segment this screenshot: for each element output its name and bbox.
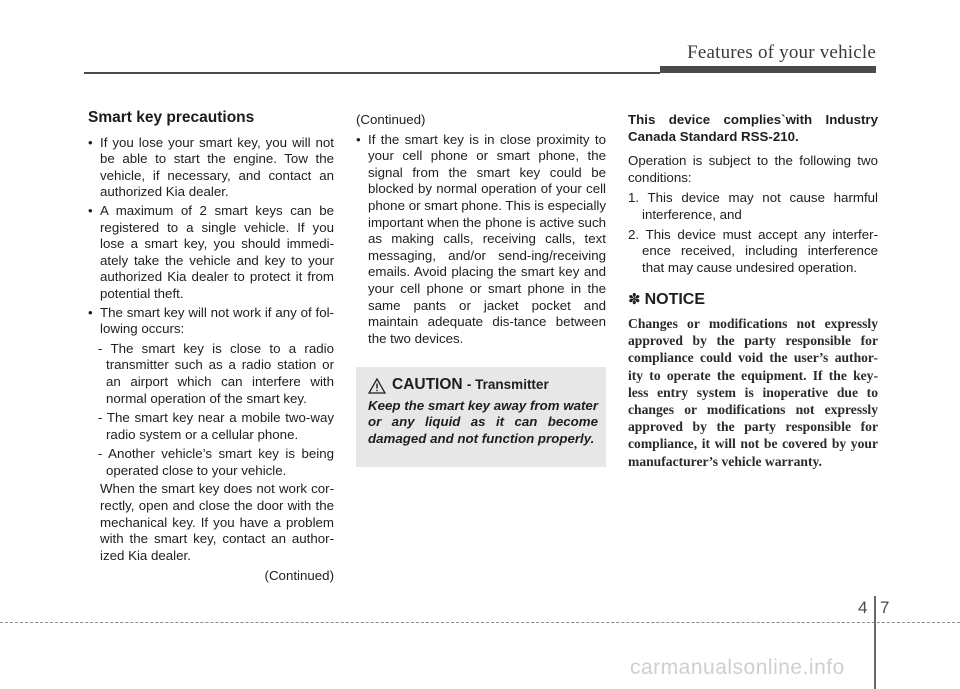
notice-label: NOTICE bbox=[644, 291, 706, 309]
continued-label: (Continued) bbox=[264, 568, 334, 584]
paragraph: When the smart key does not work cor-rectly, open and close the door with the mechanical key. If you have a problem with the smart key, contact an author-ized Kia dealer. bbox=[100, 481, 334, 563]
list-item bbox=[88, 305, 334, 338]
section-title: Features of your vehicle bbox=[687, 42, 876, 63]
caution-text: Keep the smart key away from water or any liquid as it can become damaged and not function properly. bbox=[368, 397, 598, 446]
compliance-statement: This device complies`with Industry Canada Standard RSS-210. bbox=[628, 112, 878, 144]
caution-label: CAUTION bbox=[392, 376, 463, 394]
sub-item: - Another vehicle’s smart key is being operated close to your vehicle. bbox=[98, 446, 334, 478]
bullet-text: If the smart key is in close proximity to your cell phone or smart phone, the signal from the smart key could be blocked by normal operation of your cell phone or smart phone. This is especially important when the phone is active such as making calls, receiving calls, text messaging, and/or send-ing/receiving emails. Avoid placing the smart key and your cell phone or smart phone in the same pants or jacket pocket and maintain adequate dis-tance between the two devices. bbox=[368, 131, 606, 346]
precautions-list-cont bbox=[356, 132, 606, 348]
bullet-text: If you lose your smart key, you will not be able to start the engine. Tow the vehicle, if necessary, and contact an authorized Kia dealer. bbox=[100, 134, 334, 200]
bullet-text: A maximum of 2 smart keys can be registered to a single vehicle. If you lose a smart key, you should immedi-ately take the vehicle and key to your authorized Kia dealer to protect it from potential theft. bbox=[100, 202, 334, 301]
chapter-number: 4 bbox=[858, 598, 868, 617]
list-item bbox=[356, 132, 606, 348]
warning-triangle-icon bbox=[368, 378, 386, 394]
caution-box bbox=[356, 367, 606, 467]
footer-rule bbox=[0, 622, 960, 623]
list-item: 2. This device must accept any interfer-ence received, including interference that may cause undesired operation. bbox=[628, 226, 878, 275]
precautions-list bbox=[88, 135, 334, 338]
bullet-text: The smart key will not work if any of fol-lowing occurs: bbox=[100, 304, 334, 337]
caution-title bbox=[368, 377, 598, 394]
continued-label: (Continued) bbox=[356, 112, 426, 127]
notice-star-icon: ✽ bbox=[628, 291, 641, 309]
list-item bbox=[88, 203, 334, 303]
list-item bbox=[88, 135, 334, 201]
notice-heading bbox=[628, 292, 878, 309]
column-1 bbox=[88, 110, 334, 585]
sub-item: - The smart key is close to a radio transmitter such as a radio station or an airport which can interfere with normal operation of the smart key. bbox=[98, 340, 334, 406]
conditions-list bbox=[628, 190, 878, 276]
header-rule-accent bbox=[660, 66, 876, 73]
caution-subtitle: - Transmitter bbox=[466, 377, 549, 393]
sub-item: - The smart key near a mobile two-way radio system or a cellular phone. bbox=[98, 410, 334, 442]
page-number: 7 bbox=[880, 598, 890, 617]
notice-text: Changes or modifications not expressly approved by the party responsible for compliance could void the user’s author-ity to operate the equipment. If the key-less entry system is inoperative due to changes or modifications not expressly approved by the party responsible for compliance, it will not be covered by your manufacturer’s vehicle warranty. bbox=[628, 315, 878, 469]
column-3 bbox=[628, 112, 878, 470]
watermark: carmanualsonline.info bbox=[630, 656, 845, 679]
list-item: 1. This device may not cause harmful interference, and bbox=[628, 190, 878, 222]
page-number-divider bbox=[874, 596, 876, 689]
conditions-intro: Operation is subject to the following two conditions: bbox=[628, 153, 878, 185]
header-rule bbox=[84, 72, 660, 74]
column-2 bbox=[356, 112, 606, 467]
section-heading: Smart key precautions bbox=[88, 109, 255, 126]
